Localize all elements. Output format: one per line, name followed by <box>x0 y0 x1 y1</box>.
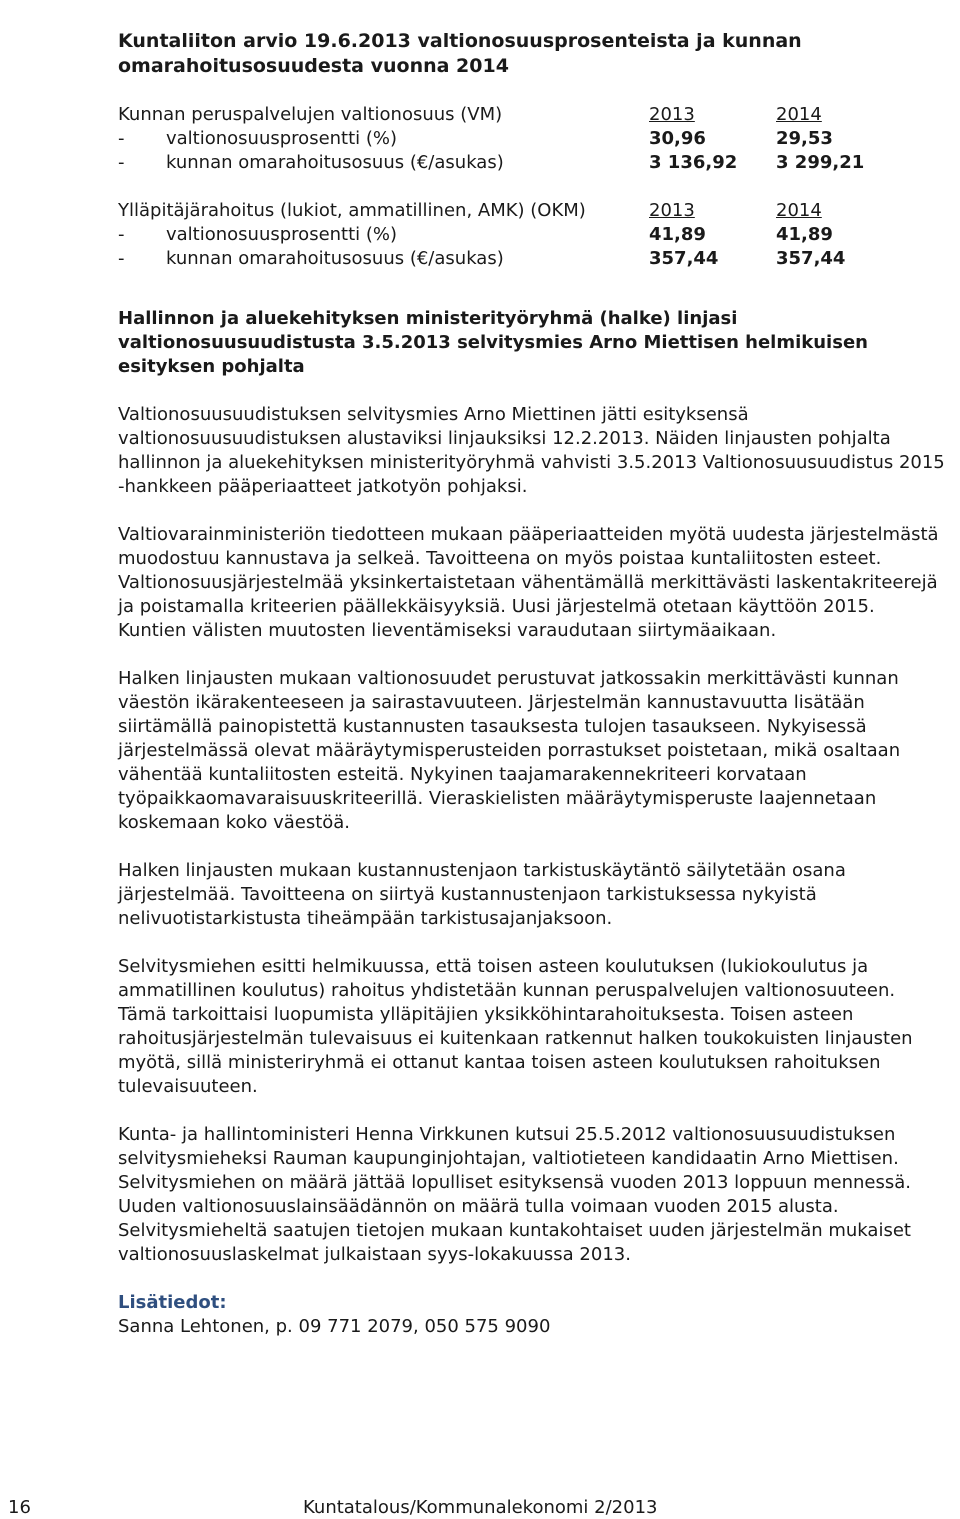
state-share-table <box>118 103 948 271</box>
paragraph: Valtiovarainministeriön tiedotteen mukaan pääperiaatteiden myötä uudesta järjestelmästä muodostuu kannustava ja selkeä. Tavoitteena on myös poistaa kuntaliitosten esteet. Valtionosuusjärjestelmää yksinkertaistetaan vähentämällä merkittävästi laskentakriteerejä ja poistamalla kriteerien päällekkäisyyksiä. Uusi järjestelmä otetaan käyttöön 2015. Kuntien välisten muutosten lieventämiseksi varaudutaan siirtymäaikaan. <box>118 524 939 641</box>
row-label: - valtionosuusprosentti (%) <box>118 224 398 245</box>
value-cell: 30,96 <box>649 128 706 149</box>
publication-name: Kuntatalous/Kommunalekonomi 2/2013 <box>303 1497 658 1518</box>
paragraph: Selvitysmiehen esitti helmikuussa, että toisen asteen koulutuksen (lukiokoulutus ja ammatillinen koulutus) rahoitus yhdistetään kunnan peruspalvelujen valtionosuuteen. Tämä tarkoittaisi luopumista ylläpitäjien yksikköhintarahoituksesta. Toisen asteen rahoitusjärjestelmän tulevaisuus ei kuitenkaan ratkennut halken toukokuisten linjausten myötä, sillä ministeriryhmä ei ottanut kantaa toisen asteen koulutuksen rahoituksen tulevaisuuteen. <box>118 956 913 1097</box>
table-row <box>118 103 948 127</box>
paragraph: Halken linjausten mukaan kustannustenjaon tarkistuskäytäntö säilytetään osana järjestelmää. Tavoitteena on siirtyä kustannustenjaon tarkistuksessa nykyistä nelivuotistarkistusta tiheämpään tarkistusajanjaksoon. <box>118 860 846 929</box>
value-cell: 41,89 <box>776 224 833 245</box>
bullet-dash: - <box>118 224 125 245</box>
section-heading: Hallinnon ja aluekehityksen ministerityöryhmä (halke) linjasi valtionosuusuudistusta 3.5.2013 selvitysmies Arno Miettisen helmikuisen esityksen pohjalta <box>118 308 868 377</box>
article <box>118 29 948 1339</box>
row-label: Kunnan peruspalvelujen valtionosuus (VM) <box>118 104 503 125</box>
row-label: - valtionosuusprosentti (%) <box>118 128 398 149</box>
page-footer <box>0 1497 960 1519</box>
table-row <box>118 151 948 175</box>
year-header: 2014 <box>776 104 822 125</box>
row-label: Ylläpitäjärahoitus (lukiot, ammatillinen, AMK) (OKM) <box>118 200 586 221</box>
contact-info: Sanna Lehtonen, p. 09 771 2079, 050 575 9090 <box>118 1316 551 1337</box>
value-cell: 357,44 <box>776 248 846 269</box>
paragraph: Valtionosuusuudistuksen selvitysmies Arno Miettinen jätti esityksensä valtionosuusuudistuksen alustaviksi linjauksiksi 12.2.2013. Näiden linjausten pohjalta hallinnon ja aluekehityksen ministerityöryhmä vahvisti 3.5.2013 Valtionosuusuudistus 2015 -hankkeen pääperiaatteet jatkotyön pohjaksi. <box>118 404 945 497</box>
paragraph: Halken linjausten mukaan valtionosuudet perustuvat jatkossakin merkittävästi kunnan väestön ikärakenteeseen ja sairastavuuteen. Järjestelmän kannustavuutta lisätään siirtämällä painopistettä kustannusten tasauksesta tulojen tasaukseen. Nykyisessä järjestelmässä olevat määräytymisperusteiden porrastukset poistetaan, mikä osaltaan vähentää kuntaliitosten esteitä. Nykyinen taajamarakennekriteeri korvataan työpaikkaomavaraisuuskriteerillä. Vieraskielisten määräytymisperuste laajennetaan koskemaan koko väestöä. <box>118 668 901 833</box>
paragraph: Kunta- ja hallintoministeri Henna Virkkunen kutsui 25.5.2012 valtionosuusuudistuksen selvitysmieheksi Rauman kaupunginjohtajan, valtiotieteen kandidaatin Arno Miettisen. Selvitysmiehen on määrä jättää lopulliset esityksensä vuoden 2013 loppuun mennessä. Uuden valtionosuuslainsäädännön on määrä tulla voimaan vuoden 2015 alusta. Selvitysmieheltä saatujen tietojen mukaan kuntakohtaiset uuden järjestelmän mukaiset valtionosuuslaskelmat julkaistaan syys-lokakuussa 2013. <box>118 1124 911 1265</box>
year-header: 2013 <box>649 104 695 125</box>
value-cell: 3 299,21 <box>776 152 865 173</box>
table-row <box>118 199 948 223</box>
row-label: - kunnan omarahoitusosuus (€/asukas) <box>118 248 504 269</box>
year-header: 2013 <box>649 200 695 221</box>
value-cell: 3 136,92 <box>649 152 738 173</box>
table-row <box>118 223 948 247</box>
page-number: 16 <box>8 1497 31 1518</box>
value-cell: 41,89 <box>649 224 706 245</box>
table-row <box>118 127 948 151</box>
article-title: Kuntaliiton arvio 19.6.2013 valtionosuusprosenteista ja kunnan omarahoitusosuudesta vuonna 2014 <box>118 30 802 77</box>
bullet-dash: - <box>118 152 125 173</box>
value-cell: 357,44 <box>649 248 719 269</box>
bullet-dash: - <box>118 128 125 149</box>
bullet-dash: - <box>118 248 125 269</box>
value-cell: 29,53 <box>776 128 833 149</box>
row-label: - kunnan omarahoitusosuus (€/asukas) <box>118 152 504 173</box>
more-info-label: Lisätiedot: <box>118 1292 227 1313</box>
year-header: 2014 <box>776 200 822 221</box>
table-row <box>118 247 948 271</box>
